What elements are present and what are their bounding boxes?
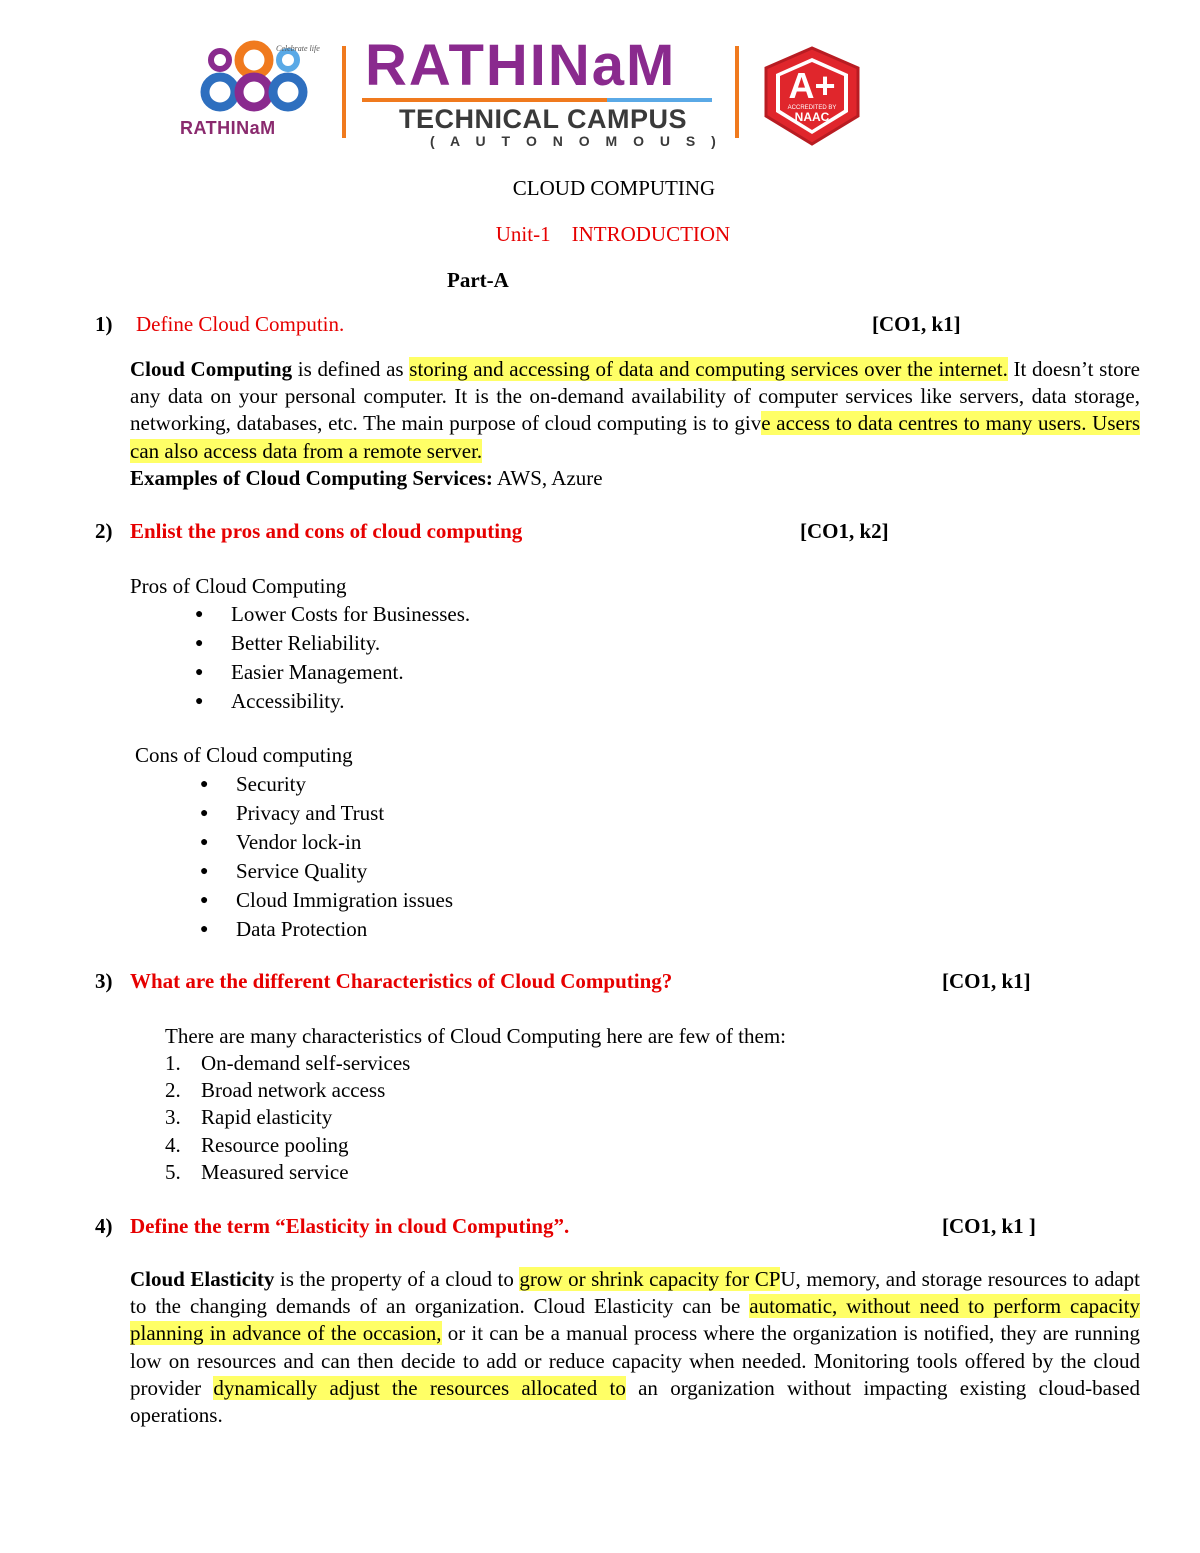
brand-subtitle: TECHNICAL CAMPUS bbox=[399, 104, 688, 134]
highlight: dynamically adjust the resources allocated to bbox=[213, 1375, 626, 1400]
list-item: ● Data Protection bbox=[200, 915, 453, 944]
cons-list bbox=[200, 770, 453, 944]
list-item: ● Better Reliability. bbox=[195, 629, 470, 658]
naac-badge bbox=[758, 46, 866, 146]
list-item: ● Security bbox=[200, 770, 453, 799]
answer-4-text: U, memory, and storage resources to adapt to the changing demands of an organization. Cloud Elasticity can be bbox=[130, 1267, 1140, 1319]
header-divider bbox=[735, 46, 739, 138]
question-3: What are the different Characteristics of Cloud Computing? bbox=[130, 969, 673, 993]
logo-tagline: Celebrate life bbox=[276, 44, 320, 53]
list-item bbox=[165, 1104, 410, 1131]
list-item: ● Privacy and Trust bbox=[200, 799, 453, 828]
question-number: 4) bbox=[95, 1214, 113, 1238]
unit-heading: Unit-1 INTRODUCTION bbox=[495, 222, 731, 246]
item-text: Measured service bbox=[201, 1159, 349, 1184]
answer-4-lead: Cloud Elasticity bbox=[130, 1267, 275, 1291]
brand-title: RATHINaM bbox=[365, 33, 677, 98]
question-4: Define the term “Elasticity in cloud Computing”. bbox=[130, 1214, 570, 1238]
answer-4 bbox=[130, 1266, 1140, 1429]
item-number: 3. bbox=[165, 1105, 181, 1130]
question-4-tag: [CO1, k1 ] bbox=[942, 1214, 1036, 1238]
answer-4-text: an organization without impacting existing cloud-based operations. bbox=[130, 1375, 1140, 1428]
brand-autonomous: ( A U T O N O M O U S ) bbox=[430, 133, 722, 149]
rathinam-logo bbox=[180, 40, 330, 140]
list-item bbox=[165, 1159, 410, 1186]
answer-4-text: is the property of a cloud to bbox=[274, 1267, 520, 1291]
answer-1-text: is defined as bbox=[292, 357, 410, 381]
highlight: storing and accessing of data and computing services over the internet. bbox=[409, 357, 1008, 381]
question-number: 2) bbox=[95, 519, 113, 543]
logo-wordmark: RATHINaM bbox=[180, 118, 276, 138]
pros-title: Pros of Cloud Computing bbox=[130, 574, 347, 598]
item-number: 2. bbox=[165, 1078, 181, 1103]
list-item: ● Accessibility. bbox=[195, 687, 470, 716]
question-1: Define Cloud Computin. bbox=[136, 312, 345, 336]
characteristics-list bbox=[165, 1050, 410, 1186]
question-2-tag: [CO1, k2] bbox=[800, 519, 889, 543]
part-heading: Part-A bbox=[447, 268, 509, 292]
institution-header bbox=[180, 33, 880, 150]
item-number: 1. bbox=[165, 1051, 181, 1075]
naac-text: NAAC bbox=[794, 110, 830, 124]
list-item: ● Service Quality bbox=[200, 857, 453, 886]
item-number: 5. bbox=[165, 1159, 181, 1184]
list-item bbox=[165, 1132, 410, 1159]
list-item bbox=[165, 1077, 410, 1104]
answer-1-text: It doesn’t store any data on your personal computer. It is the on-demand availability of computer services like servers, data storage, networking, databases, etc. The main purpose of cloud computing is to giv bbox=[130, 357, 1140, 436]
question-1-tag: [CO1, k1] bbox=[872, 312, 961, 336]
answer-4-text: or it can be a manual process where the organization is notified, they are running low on resources and can then decide to add or reduce capacity when needed. Monitoring tools offered by the cloud provider bbox=[130, 1321, 1140, 1400]
question-3-tag: [CO1, k1] bbox=[942, 969, 1031, 993]
question-2: Enlist the pros and cons of cloud computing bbox=[130, 519, 523, 543]
list-item: ● Easier Management. bbox=[195, 658, 470, 687]
highlight: e access to data centres to many users. Users can also access data from a remote server. bbox=[130, 411, 1140, 463]
item-text: Resource pooling bbox=[201, 1132, 349, 1157]
answer-1 bbox=[130, 356, 1140, 492]
list-item: ● Cloud Immigration issues bbox=[200, 886, 453, 915]
question-number: 3) bbox=[95, 969, 113, 993]
header-divider bbox=[342, 46, 346, 138]
item-text: Rapid elasticity bbox=[201, 1105, 333, 1130]
naac-shield-icon bbox=[758, 46, 866, 146]
doc-title: CLOUD COMPUTING bbox=[512, 176, 716, 200]
item-text: On-demand self-services bbox=[201, 1051, 411, 1075]
pros-list bbox=[195, 600, 470, 716]
item-text: Broad network access bbox=[201, 1078, 386, 1103]
answer-1-lead: Cloud Computing bbox=[130, 357, 293, 381]
question-number: 1) bbox=[95, 312, 113, 336]
brand-rule bbox=[362, 98, 712, 102]
cons-title: Cons of Cloud computing bbox=[135, 743, 353, 767]
list-item: ● Vendor lock-in bbox=[200, 828, 453, 857]
examples-label: Examples of Cloud Computing Services: bbox=[130, 465, 493, 490]
highlight: automatic, without need to perform capacity planning in advance of the occasion, bbox=[130, 1294, 1140, 1346]
naac-grade: A+ bbox=[788, 65, 836, 106]
list-item bbox=[165, 1050, 410, 1077]
highlight: grow or shrink capacity for CP bbox=[519, 1267, 781, 1291]
list-item: ● Lower Costs for Businesses. bbox=[195, 600, 470, 629]
examples-value: AWS, Azure bbox=[492, 465, 603, 490]
characteristics-intro: There are many characteristics of Cloud Computing here are few of them: bbox=[165, 1024, 787, 1048]
item-number: 4. bbox=[165, 1132, 181, 1157]
naac-accredited: ACCREDITED BY bbox=[787, 105, 837, 111]
